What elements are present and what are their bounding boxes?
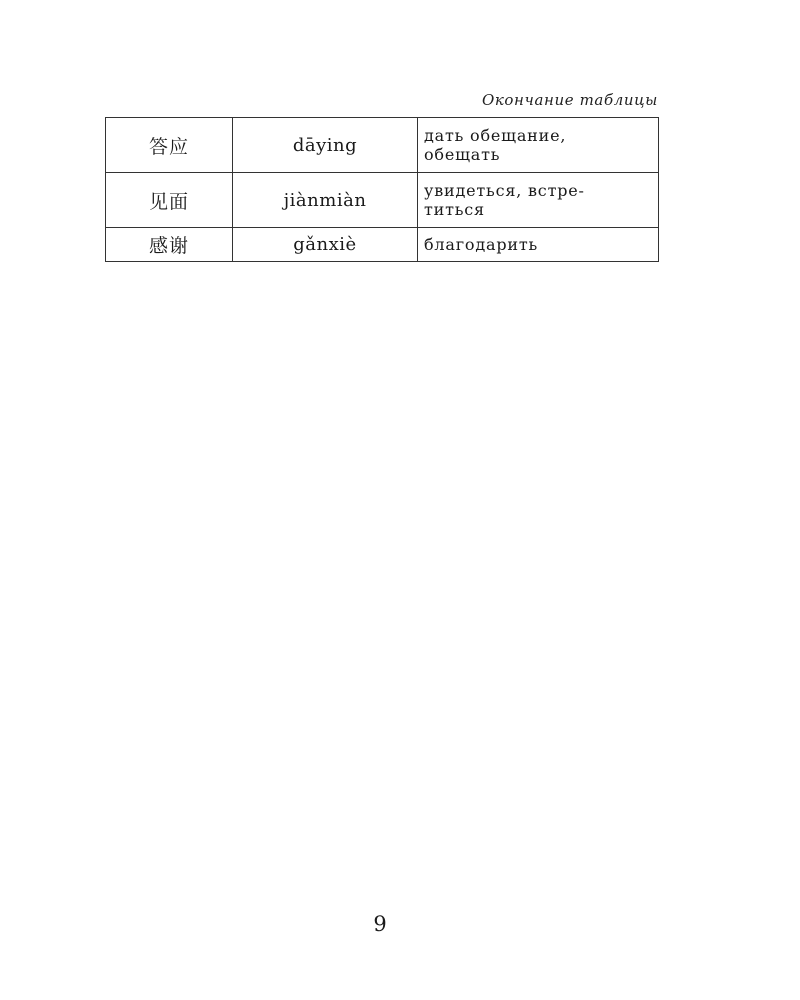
vocabulary-table — [105, 117, 659, 262]
meaning-cell: благодарить — [418, 228, 659, 262]
meaning-cell: увидеться, встре- титься — [418, 173, 659, 228]
hanzi-cell: 感谢 — [106, 228, 233, 262]
pinyin-cell: dāying — [233, 118, 418, 173]
page-number: 9 — [373, 912, 387, 936]
table-row — [106, 228, 659, 262]
table-row — [106, 118, 659, 173]
meaning-cell: дать обещание, обещать — [418, 118, 659, 173]
hanzi-cell: 答应 — [106, 118, 233, 173]
hanzi-cell: 见面 — [106, 173, 233, 228]
table-caption: Окончание таблицы — [481, 91, 658, 109]
pinyin-cell: jiànmiàn — [233, 173, 418, 228]
pinyin-cell: gǎnxiè — [233, 228, 418, 262]
table-row — [106, 173, 659, 228]
